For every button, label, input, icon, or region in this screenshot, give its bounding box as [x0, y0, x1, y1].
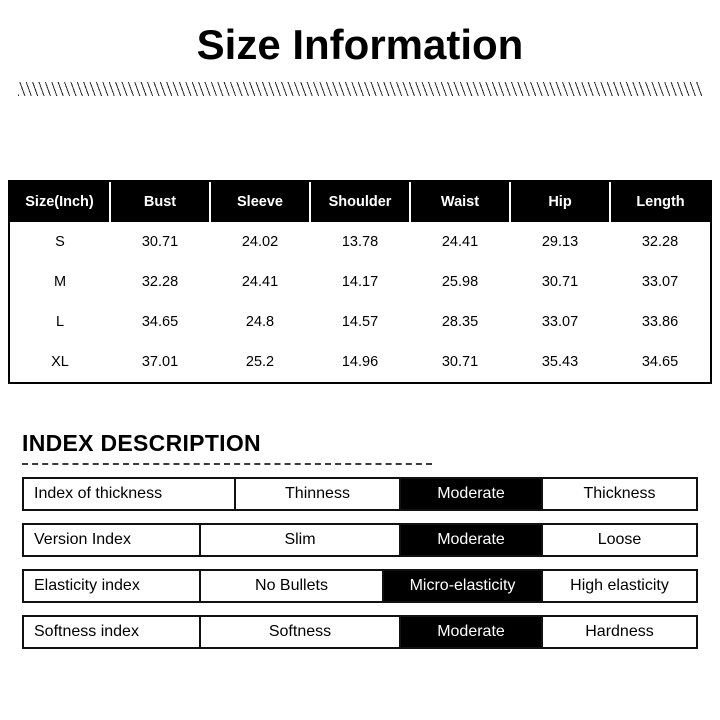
index-option-moderate-selected: Moderate [399, 617, 541, 647]
index-option-no-bullets: No Bullets [199, 571, 382, 601]
cell-size: S [10, 222, 110, 262]
index-description-heading: INDEX DESCRIPTION [22, 430, 261, 457]
cell-hip: 30.71 [510, 262, 610, 302]
cell-shoulder: 13.78 [310, 222, 410, 262]
table-row [10, 262, 710, 302]
index-row-softness [22, 615, 698, 649]
cell-sleeve: 24.8 [210, 302, 310, 342]
cell-length: 34.65 [610, 342, 710, 382]
index-row-thickness [22, 477, 698, 511]
index-option-softness: Softness [199, 617, 399, 647]
index-row-label: Elasticity index [34, 577, 140, 595]
index-option-moderate-selected: Moderate [399, 525, 541, 555]
index-option-hardness: Hardness [541, 617, 696, 647]
index-option-high-elasticity: High elasticity [541, 571, 696, 601]
index-row-label: Index of thickness [34, 485, 163, 503]
index-row-version [22, 523, 698, 557]
index-option-moderate-selected: Moderate [399, 479, 541, 509]
column-header-waist: Waist [410, 182, 510, 222]
size-table [10, 182, 710, 382]
index-row-elasticity [22, 569, 698, 603]
table-row [10, 222, 710, 262]
cell-size: M [10, 262, 110, 302]
cell-shoulder: 14.96 [310, 342, 410, 382]
hatched-divider [18, 82, 702, 96]
index-option-slim: Slim [199, 525, 399, 555]
cell-hip: 35.43 [510, 342, 610, 382]
cell-sleeve: 24.02 [210, 222, 310, 262]
cell-sleeve: 24.41 [210, 262, 310, 302]
cell-hip: 33.07 [510, 302, 610, 342]
cell-waist: 24.41 [410, 222, 510, 262]
index-row-label: Version Index [34, 531, 131, 549]
column-header-bust: Bust [110, 182, 210, 222]
cell-length: 32.28 [610, 222, 710, 262]
cell-sleeve: 25.2 [210, 342, 310, 382]
column-header-length: Length [610, 182, 710, 222]
table-row [10, 302, 710, 342]
cell-waist: 25.98 [410, 262, 510, 302]
page-title: Size Information [196, 21, 524, 68]
column-header-shoulder: Shoulder [310, 182, 410, 222]
size-table-body [10, 222, 710, 382]
cell-size: L [10, 302, 110, 342]
column-header-sleeve: Sleeve [210, 182, 310, 222]
cell-bust: 30.71 [110, 222, 210, 262]
cell-waist: 30.71 [410, 342, 510, 382]
cell-bust: 37.01 [110, 342, 210, 382]
cell-hip: 29.13 [510, 222, 610, 262]
column-header-size: Size(Inch) [10, 182, 110, 222]
cell-shoulder: 14.17 [310, 262, 410, 302]
index-option-thinness: Thinness [234, 479, 399, 509]
cell-shoulder: 14.57 [310, 302, 410, 342]
table-header-row [10, 182, 710, 222]
dashed-divider [22, 463, 432, 465]
cell-length: 33.86 [610, 302, 710, 342]
index-option-loose: Loose [541, 525, 696, 555]
index-description-section [0, 430, 720, 649]
cell-size: XL [10, 342, 110, 382]
cell-bust: 32.28 [110, 262, 210, 302]
size-table-head [10, 182, 710, 222]
column-header-hip: Hip [510, 182, 610, 222]
table-row [10, 342, 710, 382]
index-row-label: Softness index [34, 623, 139, 641]
index-option-micro-elasticity-selected: Micro-elasticity [382, 571, 541, 601]
cell-length: 33.07 [610, 262, 710, 302]
cell-waist: 28.35 [410, 302, 510, 342]
index-option-thickness: Thickness [541, 479, 696, 509]
size-table-container [8, 180, 712, 384]
cell-bust: 34.65 [110, 302, 210, 342]
